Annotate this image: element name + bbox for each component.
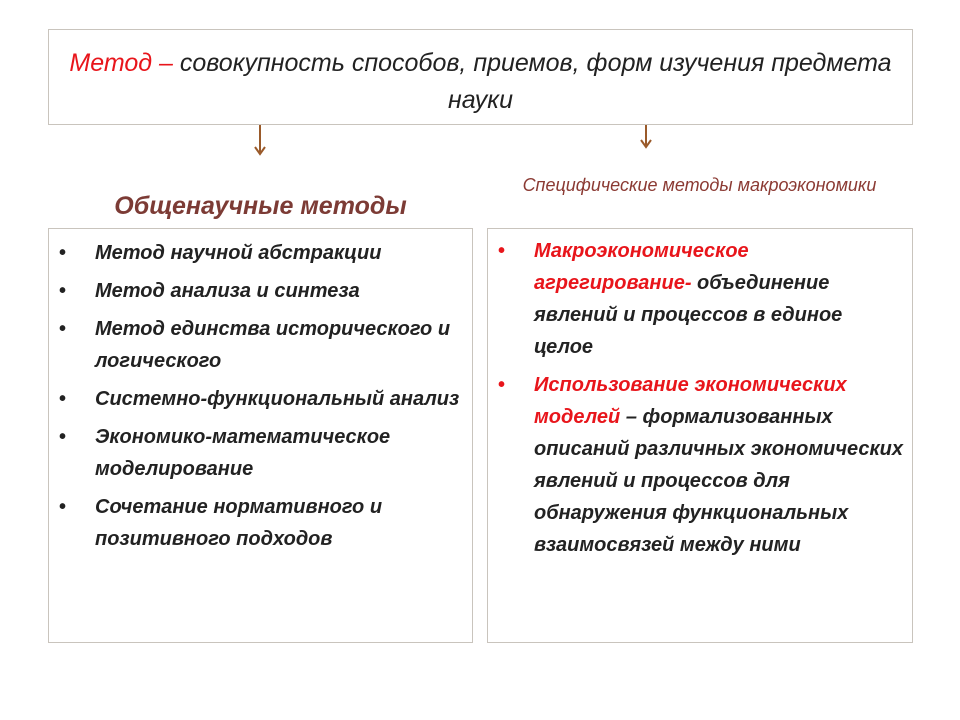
left-arrow: [252, 125, 268, 159]
definition-dash: –: [152, 49, 180, 77]
specific-methods-list: [498, 235, 904, 567]
general-methods-box: [48, 228, 473, 643]
general-methods-heading: Общенаучные методы: [114, 192, 407, 220]
definition-term: Метод: [69, 49, 153, 77]
list-item: • Экономико-математическое моделирование: [59, 426, 391, 480]
list-item: • Сочетание нормативного и позитивного подходов: [59, 496, 383, 550]
specific-methods-heading: Специфические методы макроэкономики: [522, 175, 877, 195]
list-item: • Системно-функциональный анализ: [59, 388, 460, 410]
general-methods-list: [59, 237, 465, 561]
definition-text: совокупность способов, приемов, форм изучения предмета науки: [179, 49, 892, 114]
list-item: • Метод научной абстракции: [59, 242, 382, 264]
list-item: • Метод анализа и синтеза: [59, 280, 360, 302]
right-arrow: [638, 125, 654, 151]
list-item: • Использование экономических моделей – формализованных описаний различных экономических явлений и процессов для обнаружения функциональных взаимосвязей между ними: [498, 374, 903, 556]
specific-methods-box: [487, 228, 913, 643]
definition-box: [48, 29, 913, 125]
list-item: • Макроэкономическое агрегирование- объединение явлений и процессов в единое целое: [498, 240, 843, 358]
list-item: • Метод единства исторического и логического: [59, 318, 451, 372]
